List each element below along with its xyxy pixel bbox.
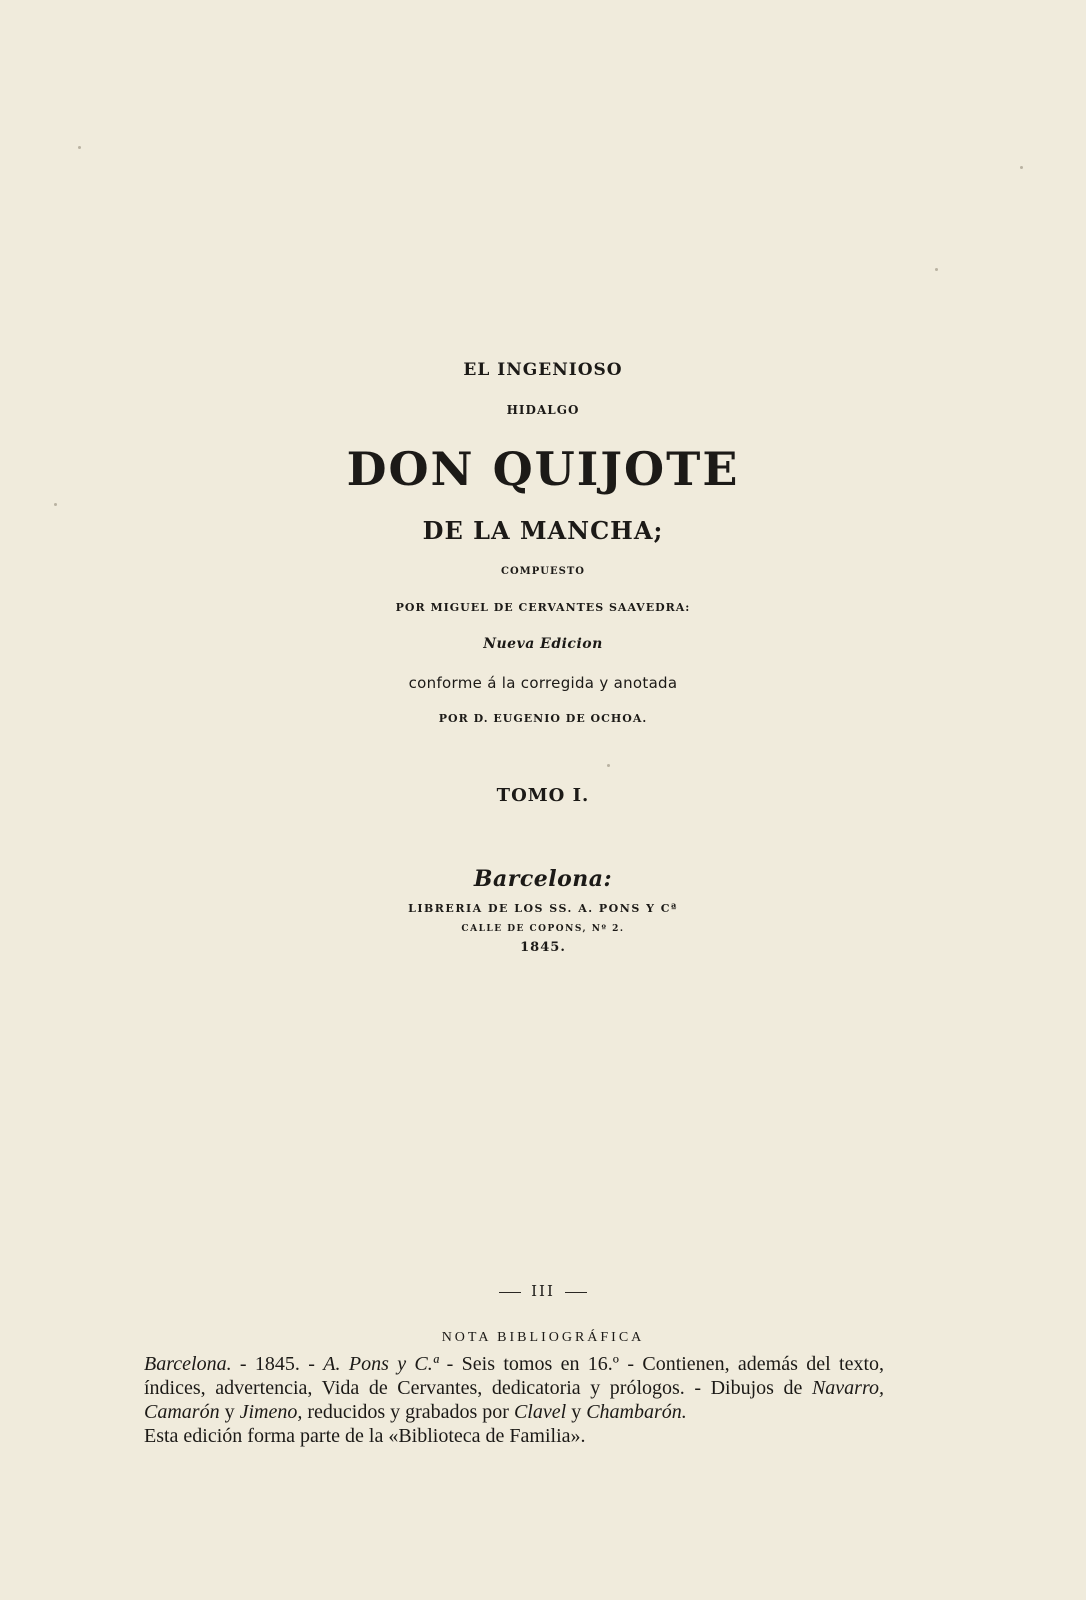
bibliographic-note [144, 1352, 884, 1448]
paper-speck [54, 503, 57, 506]
note-heading: NOTA BIBLIOGRÁFICA [441, 1330, 645, 1345]
paper-speck [78, 146, 81, 149]
paper-speck [935, 268, 938, 271]
paper-speck [1020, 166, 1023, 169]
note-publisher: A. Pons y C.ª [323, 1353, 439, 1375]
page-number-text: III [531, 1282, 555, 1300]
imprint-year: 1845. [520, 940, 566, 955]
note-text: reducidos y grabados por [302, 1401, 514, 1423]
note-text: - Seis tomos en 16.º - Contienen, además del texto, índices, advertencia, Vida de Cervantes, dedicatoria y prólogos. - Dibujos de [144, 1353, 884, 1399]
edition-line: Nueva Edicion [483, 636, 603, 652]
note-illustrators: Navarro, Camarón [144, 1377, 884, 1423]
title-line-de-la-mancha: DE LA MANCHA; [422, 516, 664, 545]
note-city: Barcelona. [144, 1353, 232, 1375]
imprint-city: Barcelona: [473, 866, 613, 892]
note-engraver: Chambarón. [586, 1401, 687, 1423]
note-engraver: Clavel [513, 1401, 567, 1423]
note-text: - 1845. - [231, 1353, 324, 1375]
paper-speck [607, 764, 610, 767]
author-line: POR MIGUEL DE CERVANTES SAAVEDRA: [395, 601, 691, 614]
note-paragraph-2: Esta edición forma parte de la «Biblioteca de Familia». [144, 1425, 586, 1447]
title-line-compuesto: COMPUESTO [501, 566, 585, 577]
volume-label: TOMO I. [496, 785, 590, 806]
title-line-el-ingenioso: EL INGENIOSO [463, 360, 623, 380]
dash-divider-right [565, 1292, 587, 1293]
note-text: y [566, 1401, 587, 1423]
main-title: DON QUIJOTE [346, 442, 740, 496]
edition-note-line: conforme á la corregida y anotada [408, 674, 678, 692]
imprint-address: CALLE DE COPONS, Nº 2. [461, 924, 625, 934]
note-text: y [219, 1401, 240, 1423]
note-paragraph-1 [144, 1352, 884, 1424]
note-illustrator: Jimeno, [239, 1401, 303, 1423]
editor-line: POR D. EUGENIO DE OCHOA. [438, 712, 648, 725]
page-number [0, 1282, 1086, 1300]
imprint-publisher: LIBRERIA DE LOS SS. A. PONS Y Cª [408, 902, 678, 915]
dash-divider-left [499, 1292, 521, 1293]
title-line-hidalgo: HIDALGO [506, 403, 580, 417]
